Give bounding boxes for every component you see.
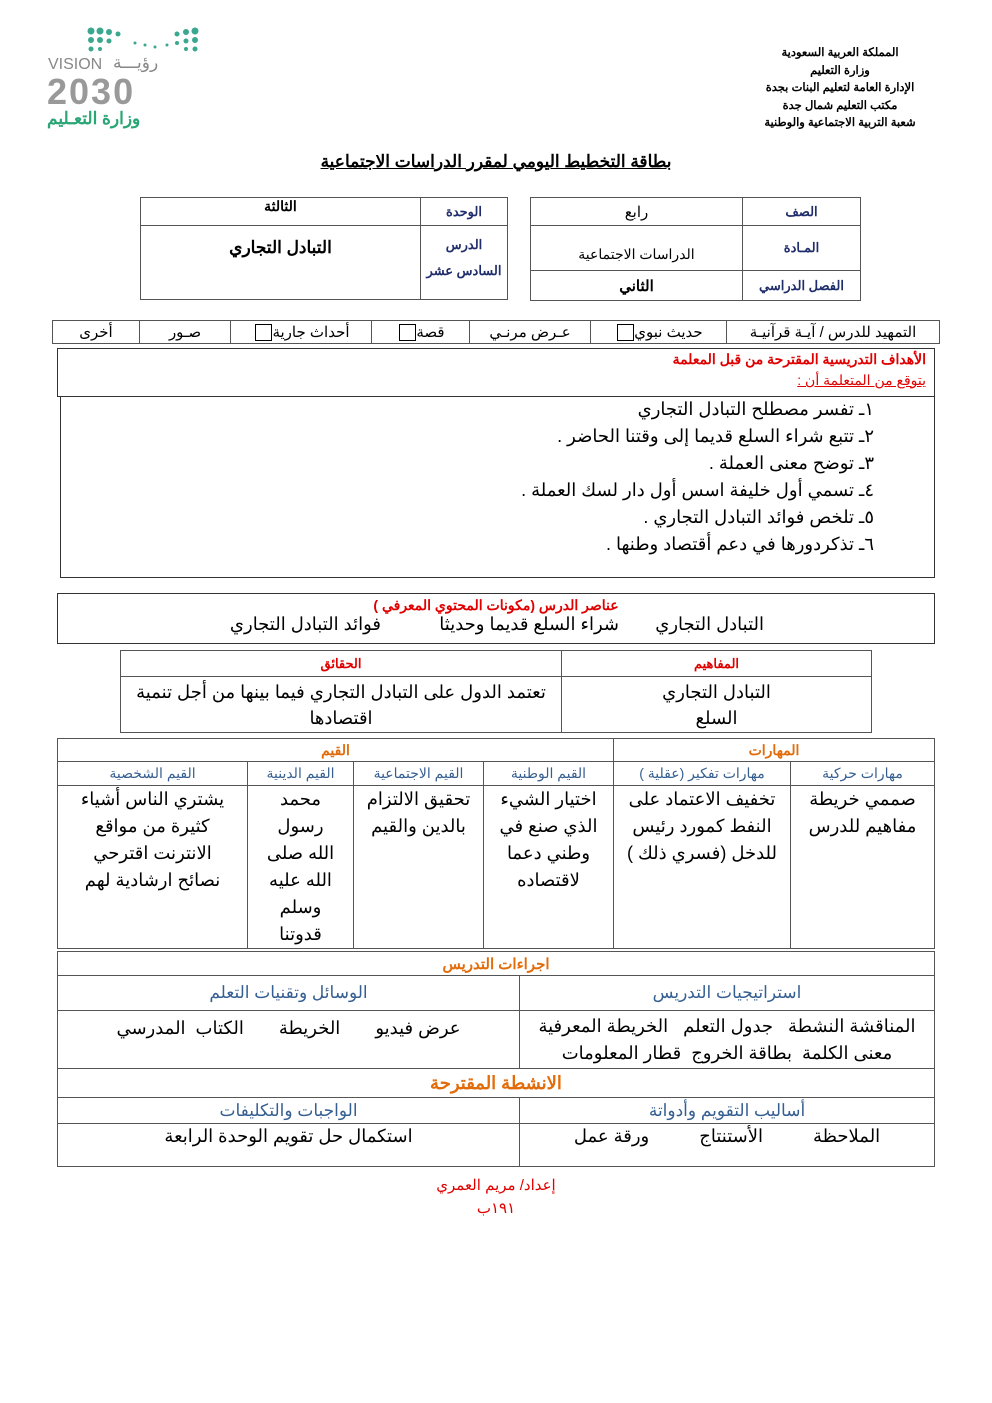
subject-label: المـادة: [743, 226, 861, 271]
lesson-title: التبادل التجاري: [141, 226, 421, 300]
logo-ministry: وزارة التعـليم: [47, 109, 141, 128]
intro-pictures[interactable]: صـور: [140, 321, 231, 344]
religious-values: محمد رسول الله صلى الله عليه وسلم قدوتنا: [248, 786, 354, 949]
concept-item: السلع: [695, 707, 738, 728]
lesson-label: الدرس: [445, 237, 483, 252]
logo-vision-ar: رؤيـــة: [113, 53, 159, 72]
intro-display[interactable]: عـرض مرنـي: [470, 321, 591, 344]
unit-label: الوحدة: [421, 198, 508, 226]
goal-item: ٤ـ تسمي أول خليفة اسس أول دار لسك العملة .: [521, 480, 874, 500]
evaluation-text: الملاحظة الأستنتاج ورقة عمل: [520, 1124, 935, 1167]
concept-item: التبادل التجاري: [662, 681, 771, 702]
goal-item: ١ـ تفسر مصطلح التبادل التجاري: [637, 399, 874, 419]
header-line: شعبة التربية الاجتماعية والوطنية: [764, 117, 916, 129]
procedures-title: اجراءات التدريس: [58, 952, 935, 976]
code: ١٩١ب: [476, 1200, 516, 1217]
skills-values-table: [57, 738, 935, 949]
term-label: الفصل الدراسي: [743, 271, 861, 301]
national-values-label: القيم الوطنية: [484, 762, 614, 786]
homework-text: استكمال حل تقويم الوحدة الرابعة: [58, 1124, 520, 1167]
thinking-skills-label: مهارات تفكير (عقلية ): [614, 762, 791, 786]
evaluation-label: أساليب التقويم وأدواتة: [520, 1098, 935, 1124]
goals-title: الأهداف التدريسية المقترحة من قبل المعلمة: [672, 351, 926, 367]
vision-2030-logo: [45, 25, 205, 130]
option-label: حديث نبوي: [634, 323, 703, 341]
strategies-line: المناقشة النشطة جدول التعلم الخريطة المعرفية: [538, 1015, 916, 1036]
term-value: الثاني: [531, 271, 743, 301]
facts-label: الحقائق: [121, 651, 562, 677]
social-values: تحقيق الالتزام بالدين والقيم: [354, 786, 484, 949]
values-label: القيم: [58, 739, 614, 762]
info-table-left: [140, 197, 508, 300]
personal-values: يشتري الناس أشياء كثيرة من مواقع الانترنت اقترحي نصائح ارشادية لهم: [58, 786, 248, 949]
goal-item: ٥ـ تلخص فوائد التبادل التجاري .: [643, 507, 874, 527]
dots-icon: [85, 25, 245, 55]
tools-text: عرض فيديو الخريطة الكتاب المدرسي: [58, 1011, 520, 1069]
national-values: اختيار الشيء الذي صنع في وطني دعما لاقتصاده: [484, 786, 614, 949]
institution-header: [740, 45, 940, 133]
grade-value: رابع: [531, 198, 743, 226]
goals-header: [57, 348, 935, 397]
intro-quran[interactable]: التمهيد للدرس / آيـة قرآنيـة: [727, 321, 940, 344]
intro-other[interactable]: أخرى: [53, 321, 140, 344]
option-label: قصة: [416, 323, 445, 341]
checkbox[interactable]: [617, 324, 634, 341]
facts-text: تعتمد الدول على التبادل التجاري فيما بينها من أجل تنمية اقتصادها: [121, 677, 562, 733]
info-table-right: [530, 197, 861, 301]
elements-title: عناصر الدرس (مكونات المحتوي المعرفي ): [373, 597, 619, 613]
intro-hadith[interactable]: [591, 321, 727, 344]
logo-vision: VISION: [48, 56, 103, 73]
element-item: فوائد التبادل التجاري: [229, 614, 381, 634]
intro-options: [52, 320, 940, 344]
motor-skills-label: مهارات حركية: [791, 762, 935, 786]
strategies-label: استراتيجيات التدريس: [520, 976, 935, 1011]
skills-label: المهارات: [614, 739, 935, 762]
checkbox[interactable]: [255, 324, 272, 341]
motor-skills: صممي خريطة مفاهيم للدرس: [791, 786, 935, 949]
goal-item: ٢ـ تتبع شراء السلع قديما إلى وقتنا الحاضر .: [557, 426, 874, 446]
procedures-table: [57, 951, 935, 1167]
strategies-line: معنى الكلمة بطاقة الخروج قطار المعلومات: [561, 1042, 893, 1063]
header-line: وزارة التعليم: [810, 64, 870, 77]
goal-item: ٦ـ تذكردورها في دعم أقتصاد وطنها .: [605, 534, 874, 554]
homework-label: الواجبات والتكليفات: [58, 1098, 520, 1124]
goal-item: ٣ـ توضح معنى العملة .: [708, 453, 874, 473]
header-line: المملكة العربية السعودية: [781, 47, 899, 59]
activities-title: الانشطة المقترحة: [58, 1069, 935, 1098]
prepared-by: إعداد/ مريم العمري: [436, 1177, 556, 1194]
element-item: شراء السلع قديما وحديثا: [439, 614, 619, 634]
header-line: مكتب التعليم شمال جدة: [782, 99, 898, 112]
thinking-skills: تخفيف الاعتماد على النفط كمورد رئيس للدخل (فسري ذلك ): [614, 786, 791, 949]
concepts-label: المفاهيم: [562, 651, 872, 677]
tools-label: الوسائل وتقنيات التعلم: [58, 976, 520, 1011]
social-values-label: القيم الاجتماعية: [354, 762, 484, 786]
unit-value: الثالثة: [141, 198, 421, 226]
goals-list: [60, 396, 935, 578]
header-line: الإدارة العامة لتعليم البنات بجدة: [765, 82, 915, 94]
intro-story[interactable]: [372, 321, 470, 344]
subject-value: الدراسات الاجتماعية: [531, 226, 743, 271]
lesson-number: السادس عشر: [426, 263, 502, 278]
grade-label: الصف: [743, 198, 861, 226]
lesson-elements: [57, 593, 935, 644]
page-title: بطاقة التخطيط اليومي لمقرر الدراسات الاجتماعية: [320, 152, 672, 171]
checkbox[interactable]: [399, 324, 416, 341]
concepts-facts-table: [120, 650, 872, 733]
option-label: أحداث جارية: [272, 323, 350, 341]
footer: [296, 1174, 696, 1220]
religious-values-label: القيم الدينية: [248, 762, 354, 786]
goals-subtitle: يتوقع من المتعلمة أن :: [797, 372, 926, 388]
element-item: التبادل التجاري: [655, 614, 764, 634]
logo-year: 2030: [47, 71, 136, 112]
intro-current-events[interactable]: [231, 321, 372, 344]
personal-values-label: القيم الشخصية: [58, 762, 248, 786]
